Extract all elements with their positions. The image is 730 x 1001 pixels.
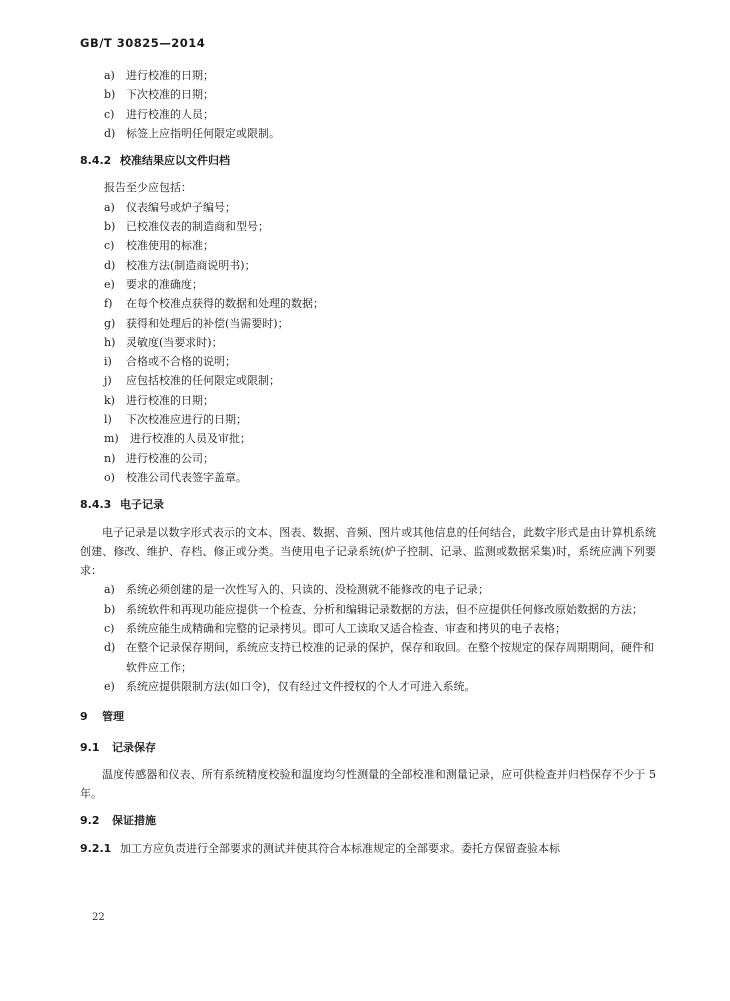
- list-item: g) 获得和处理后的补偿(当需要时)；: [104, 316, 289, 330]
- section-number: 9.2: [80, 814, 100, 828]
- section-heading-9-2: [80, 811, 656, 830]
- section-heading-8-4-2: [80, 151, 656, 170]
- list-item: a) 仪表编号或炉子编号；: [104, 200, 236, 214]
- item-text: 下次校准的日期；: [126, 88, 214, 102]
- item-text: 标签上应指明任何限定或限制。: [126, 126, 280, 140]
- item-label: b): [104, 88, 116, 102]
- section-title: 电子记录: [120, 498, 164, 512]
- item-text: 进行校准的日期；: [126, 69, 214, 82]
- section-title: 记录保存: [112, 740, 156, 754]
- list-item: a) 系统必须创建的是一次性写入的、只读的、没检测就不能修改的电子记录；: [104, 583, 489, 597]
- section-heading-9-1: [80, 738, 656, 757]
- list-item: i) 合格或不合格的说明；: [104, 355, 236, 369]
- section-title: 保证措施: [112, 814, 156, 828]
- list-item: n) 进行校准的公司；: [104, 451, 214, 465]
- list-item: f) 在每个校准点获得的数据和处理的数据；: [104, 297, 324, 311]
- list-item: [80, 124, 656, 143]
- list-item: h) 灵敏度(当要求时)；: [104, 335, 223, 349]
- page-content: [80, 66, 656, 858]
- item-label: a): [104, 69, 115, 82]
- list-item: b) 已校准仪表的制造商和型号；: [104, 220, 269, 234]
- document-code-header: GB/T 30825—2014: [80, 36, 206, 50]
- section-number: 8.4.3: [80, 498, 112, 512]
- list-item: m) 进行校准的人员及审批；: [104, 432, 251, 446]
- list-item: j) 应包括校准的任何限定或限制；: [104, 374, 280, 388]
- clause-9-2-1: [80, 839, 656, 858]
- list-item: e) 系统应提供限制方法(如口令)，仅有经过文件授权的个人才可进入系统。: [104, 679, 476, 693]
- item-label: c): [104, 107, 115, 121]
- list-item: b) 系统软件和再现功能应提供一个检查、分析和编辑记录数据的方法，但不应提供任何修改原始数据的方法；: [104, 602, 643, 616]
- list-item: [80, 66, 656, 85]
- list-calibration-label: [80, 66, 656, 143]
- list-report-contents: [80, 198, 656, 487]
- list-item: l) 下次校准应进行的日期；: [104, 413, 247, 427]
- item-label: d): [104, 126, 116, 140]
- page-number: 22: [92, 912, 105, 923]
- report-intro: 报告至少应包括：: [104, 181, 192, 195]
- list-item: o) 校准公司代表签字盖章。: [104, 470, 247, 484]
- electronic-records-paragraph: 电子记录是以数字形式表示的文本、图表、数据、音频、图片或其他信息的任何结合，此数字形式是由计算机系统创建、修改、维护、存档、修正或分类。当使用电子记录系统(炉子控制、记录、监测或数据采集)时，系统应满下列要求：: [80, 525, 656, 578]
- list-item: [80, 105, 656, 124]
- section-number: 9.1: [80, 740, 100, 754]
- list-item: [80, 85, 656, 104]
- section-heading-8-4-3: [80, 495, 656, 514]
- list-item: d) 校准方法(制造商说明书)；: [104, 258, 256, 272]
- list-item: c) 校准使用的标准；: [104, 239, 214, 253]
- list-item: e) 要求的准确度；: [104, 277, 203, 291]
- section-heading-9: [80, 707, 656, 726]
- list-item: c) 系统应能生成精确和完整的记录拷贝。即可人工读取又适合检查、审查和拷贝的电子表格；: [104, 622, 566, 636]
- record-retention-paragraph: 温度传感器和仪表、所有系统精度校验和温度均匀性测量的全部校准和测量记录，应可供检查并归档保存不少于 5 年。: [80, 767, 656, 801]
- list-item: d) 在整个记录保存期间，系统应支持已校准的记录的保护，保存和取回。在整个按规定的保存周期期间，硬件和软件应工作；: [104, 641, 654, 674]
- clause-text: 加工方应负责进行全部要求的测试并使其符合本标准规定的全部要求。委托方保留查验本标: [120, 841, 560, 855]
- section-title: 校准结果应以文件归档: [120, 154, 230, 168]
- clause-number: 9.2.1: [80, 841, 112, 855]
- list-system-requirements: [80, 580, 656, 696]
- section-title: 管理: [102, 710, 124, 724]
- section-number: 9: [80, 710, 88, 724]
- section-number: 8.4.2: [80, 154, 112, 168]
- list-item: k) 进行校准的日期；: [104, 393, 214, 407]
- item-text: 进行校准的人员；: [126, 107, 214, 121]
